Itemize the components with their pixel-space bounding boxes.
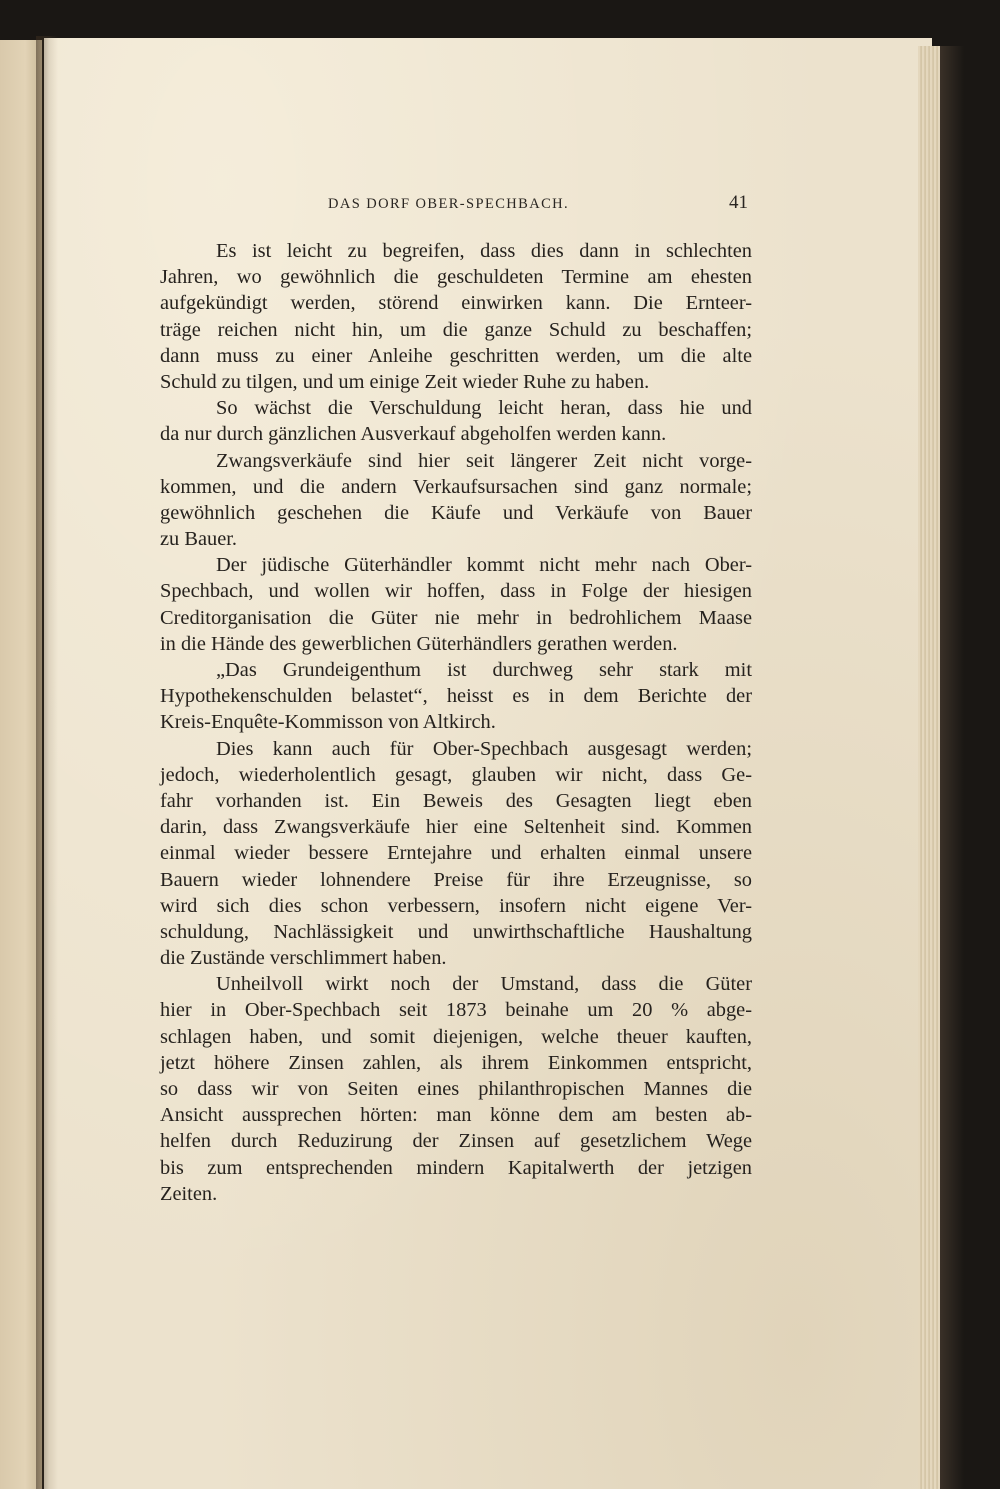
page-edge-shadow [940, 46, 1000, 1489]
text-line: dann muss zu einer Anleihe geschritten werden, um die alte [160, 344, 752, 367]
text-line: Unheilvoll wirkt noch der Umstand, dass die Güter [216, 973, 752, 996]
text-line: Zwangsverkäufe sind hier seit längerer Zeit nicht vorge- [216, 449, 752, 472]
text-line: Creditorganisation die Güter nie mehr in bedrohlichem Maase [160, 606, 752, 629]
text-line: Spechbach, und wollen wir hoffen, dass in Folge der hiesigen [160, 580, 752, 603]
text-line: „Das Grundeigenthum ist durchweg sehr stark mit [216, 659, 752, 681]
paragraph [160, 552, 752, 657]
paragraph [160, 238, 752, 395]
paragraph [160, 657, 752, 736]
paragraph [160, 971, 752, 1207]
text-line: einmal wieder bessere Erntejahre und erhalten einmal unsere [160, 842, 752, 865]
body-text [160, 238, 752, 1207]
text-line: Bauern wieder lohnendere Preise für ihre Erzeugnisse, so [160, 868, 752, 891]
text-line: aufgekündigt werden, störend einwirken kann. Die Ernteer- [160, 292, 752, 315]
text-line: Kreis-Enquête-Kommisson von Altkirch. [160, 711, 496, 734]
text-line: Jahren, wo gewöhnlich die geschuldeten Termine am ehesten [160, 266, 752, 289]
text-line: die Zustände verschlimmert haben. [160, 947, 447, 970]
text-line: schuldung, Nachlässigkeit und unwirthschaftliche Haushaltung [160, 920, 752, 943]
text-line: Dies kann auch für Ober-Spechbach ausgesagt werden; [216, 737, 752, 760]
text-line: träge reichen nicht hin, um die ganze Schuld zu beschaffen; [160, 318, 752, 341]
page-number: 41 [729, 192, 748, 213]
text-line: Hypothekenschulden belastet“, heisst es in dem Berichte der [160, 685, 752, 708]
text-line: Zeiten. [160, 1182, 218, 1205]
text-line: fahr vorhanden ist. Ein Beweis des Gesagten liegt eben [160, 789, 752, 812]
text-line: schlagen haben, und somit diejenigen, welche theuer kauften, [160, 1025, 752, 1048]
text-line: zu Bauer. [160, 528, 238, 551]
running-head [160, 192, 752, 220]
text-line: da nur durch gänzlichen Ausverkauf abgeholfen werden kann. [160, 423, 667, 446]
text-line: in die Hände des gewerblichen Güterhändlers gerathen werden. [160, 632, 678, 655]
text-line: Schuld zu tilgen, und um einige Zeit wieder Ruhe zu haben. [160, 370, 650, 393]
text-line: wird sich dies schon verbessern, insofern nicht eigene Ver- [160, 894, 752, 917]
text-line: bis zum entsprechenden mindern Kapitalwerth der jetzigen [160, 1156, 752, 1179]
text-line: helfen durch Reduzirung der Zinsen auf gesetzlichem Wege [160, 1130, 752, 1153]
text-line: Ansicht aussprechen hörten: man könne dem am besten ab- [160, 1104, 752, 1127]
running-title: DAS DORF OBER-SPECHBACH. [328, 196, 570, 212]
paragraph [160, 395, 752, 447]
page-gutter-shadow [36, 36, 58, 1489]
text-line: Es ist leicht zu begreifen, dass dies dann in schlechten [216, 240, 752, 262]
text-line: gewöhnlich geschehen die Käufe und Verkäufe von Bauer [160, 501, 752, 524]
paragraph [160, 448, 752, 553]
page-stack-edge [918, 46, 940, 1489]
text-line: jedoch, wiederholentlich gesagt, glauben wir nicht, dass Ge- [160, 763, 752, 786]
text-line: Der jüdische Güterhändler kommt nicht mehr nach Ober- [216, 554, 752, 577]
text-line: So wächst die Verschuldung leicht heran, dass hie und [216, 397, 752, 420]
paragraph [160, 736, 752, 972]
text-line: so dass wir von Seiten eines philanthropischen Mannes die [160, 1078, 752, 1100]
text-line: hier in Ober-Spechbach seit 1873 beinahe um 20 % abge- [160, 999, 752, 1022]
text-line: jetzt höhere Zinsen zahlen, als ihrem Einkommen entspricht, [160, 1051, 752, 1074]
text-line: kommen, und die andern Verkaufsursachen sind ganz normale; [160, 475, 752, 498]
text-line: darin, dass Zwangsverkäufe hier eine Seltenheit sind. Kommen [160, 816, 752, 839]
